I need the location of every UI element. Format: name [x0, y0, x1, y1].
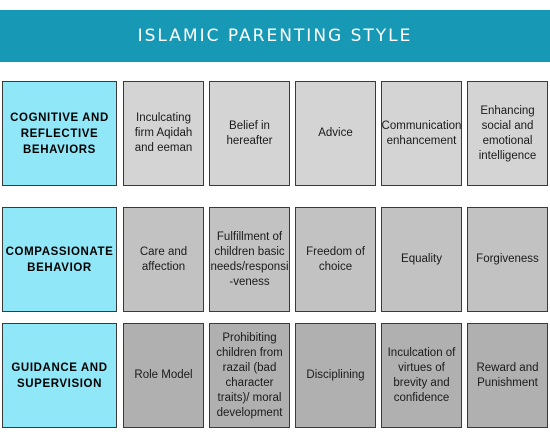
practice-cell: Fulfillment of children basic needs/responsi -veness — [209, 207, 290, 312]
practice-cell: Freedom of choice — [295, 207, 376, 312]
practice-cell: Prohibiting children from razail (bad character traits)/ moral development — [209, 323, 290, 428]
practice-cell: Equality — [381, 207, 462, 312]
practice-cell: Belief in hereafter — [209, 81, 290, 186]
practice-cell: Inculcating firm Aqidah and eeman — [123, 81, 204, 186]
row-compassionate — [0, 207, 550, 312]
category-header: COMPASSIONATE BEHAVIOR — [2, 207, 117, 312]
row-guidance — [0, 323, 550, 428]
practice-cell: Disciplining — [295, 323, 376, 428]
row-cognitive — [0, 81, 550, 186]
practice-cell: Enhancing social and emotional intelligence — [467, 81, 548, 186]
category-header: GUIDANCE AND SUPERVISION — [2, 323, 117, 428]
page-title: ISLAMIC PARENTING STYLE — [137, 26, 413, 46]
title-banner — [0, 10, 550, 62]
practice-cell: Role Model — [123, 323, 204, 428]
category-header: COGNITIVE AND REFLECTIVE BEHAVIORS — [2, 81, 117, 186]
practice-cell: Advice — [295, 81, 376, 186]
practice-cell: Reward and Punishment — [467, 323, 548, 428]
parenting-style-grid — [0, 81, 550, 438]
practice-cell: Forgiveness — [467, 207, 548, 312]
practice-cell: Inculcation of virtues of brevity and confidence — [381, 323, 462, 428]
practice-cell: Care and affection — [123, 207, 204, 312]
practice-cell: Communication enhancement — [381, 81, 462, 186]
